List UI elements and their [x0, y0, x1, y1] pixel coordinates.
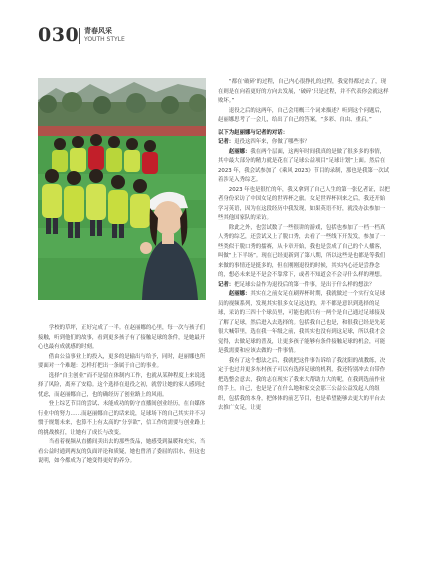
interview-question — [218, 281, 390, 291]
page-number: 030 — [38, 24, 80, 46]
speech-text: 其实在之前女足在刷界杯时期，我就做过一个实行女足球员的视频系列，发现其实很多女足这边的，并不都是意识到选择的足球，采访的三四十个球员里，可能也就只有一两个是自己通过足球接及了解了足球，然后进入去选择的。包括我自己也是，和很我已经是先花很大喊带里，选在我一年级之前，我其实也没有到这足球，所以我才会觉得，去做足球的普及，让更多孩子能够有条件接触足球的机会，可能是我需要和应该去做的一件事情。 — [218, 291, 386, 354]
body-paragraph: 选择“自主创业”而不是留在体制内工作，也就从某种程度上来说选择了风险，离弃了安稳。这个选择在退役之初，就曾让她的家人感到过忧虑，而赵丽娜自己，也的确经历了创业路上的风雨。 — [38, 372, 206, 398]
body-paragraph: 借由公益事业上的投入，更多的是输出与给予，同时，赵丽娜也所要面对一个难题：怎样打把出一条属于自己的事业。 — [38, 353, 206, 369]
body-paragraph: 学校的草坪，正好完成了一半。在赵丽娜的心里，每一次与孩子们接触，听到他们的故事，看到更多孩子有了接触足球的条件，是她最开心也最有成就感的时刻。 — [38, 325, 206, 350]
body-paragraph: 2023 年也是很忙的年，我又拿到了自己人生的第一张亿者证，以把者身份采访了中国女足的世界杯之旅。女足世界杯回来之后，我还开始学习英语，因为在这段经历中我发现，如果英语不好，就没办法参加一些其他国家队的采访。 — [218, 186, 390, 221]
interview-heading: 以下为赵丽娜与记者的对话： — [218, 129, 289, 136]
interview-question — [218, 138, 390, 148]
body-paragraph: 除此之外，也尝试数了一些很讲的游戏，包括也参加了一档一档真人秀的综艺，还尝试又上了脱口秀，去看了一些线下开发发，参加了一些类似于脱口秀的擂赛，从卡章开始，我也是尝成了自己的个人播客，叫做“上下半场”。现在已经更新到了第八期，所以这些是也都是等我们来做的事情还是挺多的，但在刚刚退役的时候，其实内心还是尝挣念的，想必未来是不是会不靠常下，或者不知道会不会寻什么样的理想。 — [218, 224, 386, 278]
speaker-label: 记者： — [218, 139, 235, 145]
speaker-label: 记者： — [218, 281, 235, 288]
header-divider — [79, 28, 80, 44]
interview-answer — [218, 290, 390, 357]
body-paragraph: 当看着视频从直播间卖出去的那些货品，她感受到温暖和充实，当看公益时通到两友的负面评论和质疑，她也曾消了委屈的泪水，但这也说明，如今都成为了她变得更好的养分。 — [38, 439, 206, 464]
interview-answer — [218, 148, 390, 186]
speech-text: 我在两个层面，这两年时间我真的是做了很多多的事情，其中最大部分的精力就是花在了足球公益项目“足球计划”上面。然后在 2023 年，我会试参加了《乘风 2023》节目的录制，那也是我第一次试着涉足入秀综艺。 — [218, 148, 390, 183]
body-paragraph: 登上综艺节目的尝试、未能成功的防守直播间创业经历，在自媒体行业中的努力……而赵丽娜自己的话来说，足球场下的自己其实并不习惯于规划未来，也算不上有太高的“分享欲”，信工作的需要与创业路上的挑战挨打，让她有了成长与改变。 — [38, 401, 206, 436]
speech-text: 把足球公益作为退役后的第一件事，是出于什么样的想法？ — [234, 281, 375, 288]
speaker-label: 赵丽娜： — [228, 148, 251, 155]
speaker-label: 赵丽娜： — [228, 291, 251, 297]
article-photo — [38, 78, 206, 300]
section-title-en: YOUTH STYLE — [84, 36, 125, 43]
body-paragraph: 退役之后的这两年，自己会用概三个词来描述？听到这个问题后，赵丽娜思考了一会儿，给出了自己的答案，“多彩、自由、重启。” — [218, 107, 386, 123]
body-paragraph: “都在‘破碎’的过程，自己内心很挣扎的过程，我觉得都过去了，现在则是在向着更好的方向去发展，‘破碎’只是过程，并不代表你会就这样败坏。” — [218, 79, 389, 104]
section-title-cn: 青春风采 — [84, 27, 112, 35]
left-column-text — [38, 324, 206, 467]
right-column-text — [218, 78, 390, 414]
body-paragraph: 我有了这个想法之后，我就把这件事告诉给了我沈阳的战教练，决定于也过并更多东村孩子可以有选择足球的机利，我还特别冲去自带作把选整会意去，我的志在现实了我来大帮助力大的呢，在我到选前作业的手上，自己，也是是了在什么地和家交会那三公益公益发起人的组织，包括我的本身，把体体的前艺节目，也是希望能够去更大的平台去去推广女足，让更 — [218, 357, 386, 411]
speech-text: 退役这四年来，你做了哪些事？ — [234, 139, 310, 145]
